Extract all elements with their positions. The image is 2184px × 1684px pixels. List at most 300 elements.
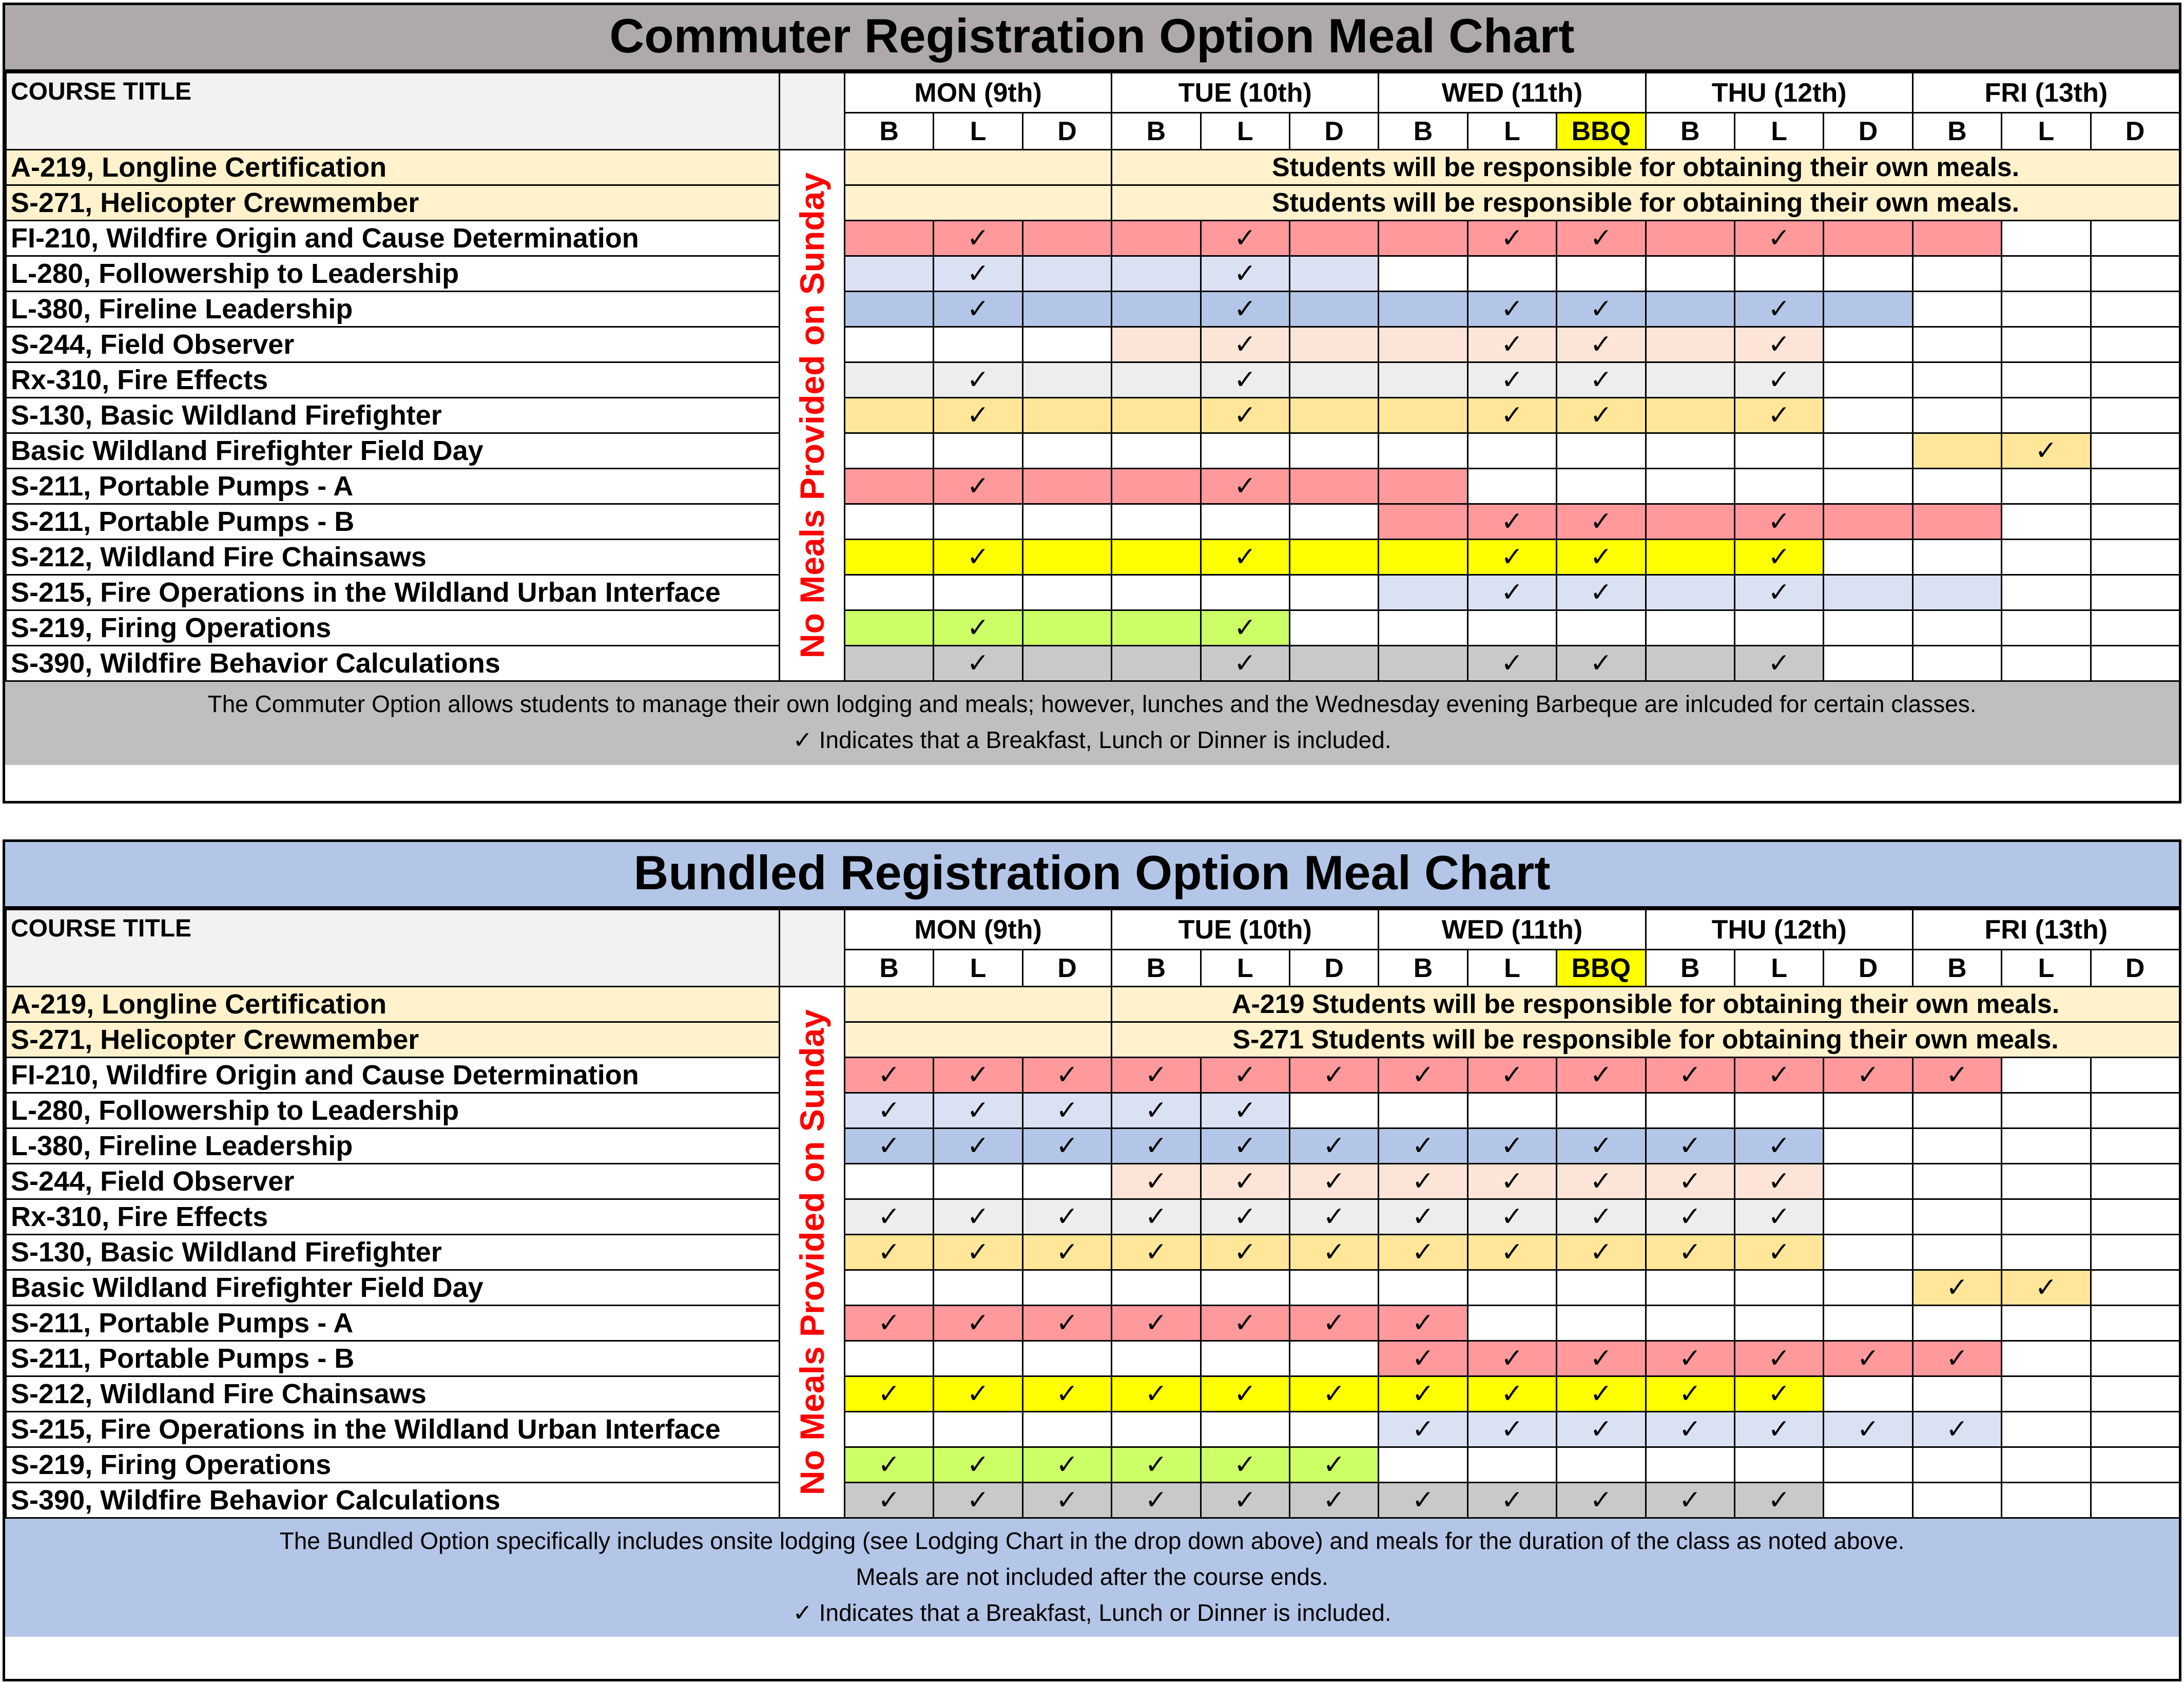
meal-included-check: ✓ [1824,1341,1912,1376]
meal-cell [934,1164,1022,1199]
meal-included-check: ✓ [1201,469,1289,504]
course-row [6,1093,2180,1128]
meal-included-check: ✓ [1112,1164,1201,1199]
meal-cell [1734,1270,1823,1306]
meal-included-check: ✓ [1289,1483,1378,1518]
meal-cell [1646,1447,1734,1483]
meal-cell [1112,327,1201,362]
meal-included-check: ✓ [1379,1058,1467,1093]
meal-included-check: ✓ [1112,1128,1201,1164]
meal-cell [1112,292,1201,327]
footer-line: ✓ Indicates that a Breakfast, Lunch or Dinner is included. [793,726,1391,753]
meal-cell [1289,1270,1378,1306]
meal-cell [1824,1164,1912,1199]
course-name: S-211, Portable Pumps - A [6,1306,780,1341]
meal-cell [1646,1270,1734,1306]
meal-included-check: ✓ [1467,1199,1556,1235]
meal-included-check: ✓ [1467,646,1556,681]
sunday-note-text: No Meals Provided on Sunday [793,172,831,659]
meal-included-check: ✓ [1289,1199,1378,1235]
meal-header: D [2091,113,2179,150]
meal-cell [845,256,934,292]
meal-cell [2002,1412,2091,1447]
meal-cell [1912,327,2001,362]
meal-included-check: ✓ [1022,1058,1111,1093]
meal-cell [1912,362,2001,398]
meal-cell [1912,504,2001,540]
course-row [6,1058,2180,1093]
course-title-header: COURSE TITLE [6,910,780,987]
meal-cell [1201,1341,1289,1376]
meal-included-check: ✓ [1734,292,1823,327]
meal-cell [1022,292,1111,327]
note-row [6,150,2180,185]
course-row [6,575,2180,610]
meal-included-check: ✓ [1467,1058,1556,1093]
meal-cell [1289,398,1378,433]
course-row [6,1306,2180,1341]
meal-header: L [1467,113,1556,150]
meal-cell [1734,1306,1823,1341]
course-row [6,327,2180,362]
meal-cell [1646,1093,1734,1128]
meal-header: L [1734,950,1823,987]
meal-cell [845,1164,934,1199]
meal-cell [2091,362,2179,398]
meal-included-check: ✓ [1557,398,1646,433]
meal-cell [845,221,934,256]
meal-header: L [2002,113,2091,150]
meal-header: D [1289,950,1378,987]
meal-cell [1379,221,1467,256]
course-row [6,1412,2180,1447]
note-row [6,987,2180,1022]
meal-included-check: ✓ [1201,610,1289,646]
meal-cell [2091,1164,2179,1199]
footer-line: Meals are not included after the course ends. [856,1563,1328,1590]
meal-included-check: ✓ [845,1376,934,1412]
meal-cell [1289,610,1378,646]
meal-cell [1289,504,1378,540]
meal-cell [1467,1447,1556,1483]
meal-included-check: ✓ [1646,1483,1734,1518]
meal-included-check: ✓ [1912,1412,2001,1447]
meal-cell [1467,1270,1556,1306]
meal-cell [1022,433,1111,469]
meal-cell [1734,610,1823,646]
meal-cell [2002,327,2091,362]
meal-included-check: ✓ [1734,1412,1823,1447]
meal-cell [1824,292,1912,327]
meal-cell [1379,398,1467,433]
meal-included-check: ✓ [1734,327,1823,362]
meal-cell [2002,1164,2091,1199]
meal-cell [1824,256,1912,292]
meal-included-check: ✓ [845,1128,934,1164]
meal-included-check: ✓ [1379,1376,1467,1412]
meal-cell [1112,1412,1201,1447]
meal-cell [934,1412,1022,1447]
monday-note-cell [845,150,1112,185]
meal-cell [1646,433,1734,469]
meal-cell [1289,1093,1378,1128]
meal-included-check: ✓ [845,1447,934,1483]
meal-cell [1022,1412,1111,1447]
meal-cell [1289,646,1378,681]
meal-cell [2002,1058,2091,1093]
meal-header: B [845,950,934,987]
meal-included-check: ✓ [1734,1483,1823,1518]
meal-included-check: ✓ [1022,1235,1111,1270]
meal-included-check: ✓ [1557,1128,1646,1164]
meal-cell [1379,256,1467,292]
meal-cell [1912,292,2001,327]
meal-included-check: ✓ [1289,1306,1378,1341]
course-name: S-212, Wildland Fire Chainsaws [6,540,780,575]
meal-included-check: ✓ [1022,1199,1111,1235]
meal-cell [1646,362,1734,398]
meal-cell [1022,221,1111,256]
meal-cell [1557,1447,1646,1483]
meal-included-check: ✓ [1646,1164,1734,1199]
meal-cell [1646,221,1734,256]
meal-header: B [1912,113,2001,150]
meal-included-check: ✓ [1201,1093,1289,1128]
meal-included-check: ✓ [934,292,1022,327]
meal-cell [2002,362,2091,398]
meal-cell [1379,504,1467,540]
meal-included-check: ✓ [1912,1341,2001,1376]
meal-included-check: ✓ [1201,1199,1289,1235]
meal-included-check: ✓ [1646,1235,1734,1270]
meal-cell [1022,1164,1111,1199]
meal-included-check: ✓ [1734,1199,1823,1235]
course-row [6,1199,2180,1235]
meal-cell [1912,540,2001,575]
course-row [6,1164,2180,1199]
meal-cell [2091,433,2179,469]
meal-included-check: ✓ [2002,1270,2091,1306]
meal-cell [1912,469,2001,504]
meal-header: B [1379,950,1467,987]
meal-cell [1112,504,1201,540]
course-name: S-215, Fire Operations in the Wildland Urban Interface [6,575,780,610]
meal-cell [2002,221,2091,256]
meal-included-check: ✓ [1734,1164,1823,1199]
meal-cell [1557,469,1646,504]
meal-cell [1289,1341,1378,1376]
footer-line: ✓ Indicates that a Breakfast, Lunch or Dinner is included. [793,1599,1391,1626]
day-header: THU (12th) [1646,910,1912,950]
course-name: S-211, Portable Pumps - A [6,469,780,504]
meal-included-check: ✓ [1201,292,1289,327]
course-row [6,504,2180,540]
meal-included-check: ✓ [1467,221,1556,256]
meal-included-check: ✓ [1734,504,1823,540]
meal-cell [1201,504,1289,540]
meal-cell [1022,610,1111,646]
meal-included-check: ✓ [1289,1376,1378,1412]
meal-cell [1112,646,1201,681]
meal-cell [1467,1306,1556,1341]
meal-cell [1379,292,1467,327]
meal-cell [1112,575,1201,610]
meal-included-check: ✓ [1201,256,1289,292]
meal-cell [2091,1341,2179,1376]
meal-included-check: ✓ [1557,292,1646,327]
meal-included-check: ✓ [1022,1447,1111,1483]
meal-cell [1824,504,1912,540]
meal-included-check: ✓ [845,1306,934,1341]
meal-cell [2091,1058,2179,1093]
meal-cell [2002,469,2091,504]
meal-included-check: ✓ [934,256,1022,292]
course-row [6,1128,2180,1164]
course-name: S-219, Firing Operations [6,610,780,646]
meal-cell [2002,646,2091,681]
meal-cell [1557,1270,1646,1306]
course-name: A-219, Longline Certification [6,150,780,185]
meal-included-check: ✓ [1646,1412,1734,1447]
meal-cell [1022,469,1111,504]
meal-header: B [1112,950,1201,987]
meal-header: B [1112,113,1201,150]
course-name: S-212, Wildland Fire Chainsaws [6,1376,780,1412]
meal-included-check: ✓ [934,362,1022,398]
meal-included-check: ✓ [845,1235,934,1270]
meal-cell [845,1270,934,1306]
footer-line: The Commuter Option allows students to manage their own lodging and meals; however, lunches and the Wednesday evening Barbeque are inlcuded for certain classes. [207,691,1977,717]
meal-included-check: ✓ [1734,1058,1823,1093]
meal-cell [1912,1447,2001,1483]
course-name: L-280, Followership to Leadership [6,1093,780,1128]
meal-cell [1289,1412,1378,1447]
meal-cell [1467,433,1556,469]
meal-cell [1824,469,1912,504]
meal-included-check: ✓ [1201,327,1289,362]
meal-cell [1022,327,1111,362]
meal-cell [2091,398,2179,433]
meal-included-check: ✓ [934,646,1022,681]
meal-cell [1022,1341,1111,1376]
meal-included-check: ✓ [1734,362,1823,398]
meal-header: B [1646,950,1734,987]
meal-included-check: ✓ [934,1058,1022,1093]
meal-cell [2002,540,2091,575]
meal-cell [1557,610,1646,646]
meal-included-check: ✓ [1022,1376,1111,1412]
meal-cell [1379,646,1467,681]
meal-cell [1112,1270,1201,1306]
meal-cell [1646,504,1734,540]
course-name: S-271, Helicopter Crewmember [6,185,780,221]
meal-cell [1824,1128,1912,1164]
meal-cell [1289,256,1378,292]
meal-included-check: ✓ [2002,433,2091,469]
meal-cell [1912,1376,2001,1412]
meal-included-check: ✓ [1022,1483,1111,1518]
meal-cell [1912,1093,2001,1128]
course-row [6,221,2180,256]
meal-included-check: ✓ [1824,1412,1912,1447]
meal-cell [845,610,934,646]
meal-cell [845,362,934,398]
meal-cell [1824,433,1912,469]
day-header: TUE (10th) [1112,910,1379,950]
course-row [6,362,2180,398]
meal-included-check: ✓ [1824,1058,1912,1093]
blank-header-cell [780,73,845,150]
meal-included-check: ✓ [1734,575,1823,610]
meal-cell [2091,575,2179,610]
meal-cell [1379,1447,1467,1483]
meal-included-check: ✓ [934,610,1022,646]
course-name: S-211, Portable Pumps - B [6,504,780,540]
meal-included-check: ✓ [1112,1376,1201,1412]
meal-cell [1646,575,1734,610]
meal-table [5,72,2180,682]
meal-cell [2091,1447,2179,1483]
course-name: S-215, Fire Operations in the Wildland Urban Interface [6,1412,780,1447]
meal-cell [1824,221,1912,256]
meal-included-check: ✓ [1734,540,1823,575]
meal-header: L [1201,113,1289,150]
meal-cell [845,398,934,433]
meal-cell [845,646,934,681]
meal-cell [1824,327,1912,362]
meal-cell [2091,1306,2179,1341]
sunday-note [780,987,845,1518]
course-row [6,398,2180,433]
meal-cell [1734,1093,1823,1128]
meal-table [5,909,2180,1519]
meal-included-check: ✓ [845,1058,934,1093]
meal-included-check: ✓ [934,1235,1022,1270]
meal-included-check: ✓ [1379,1341,1467,1376]
course-row [6,292,2180,327]
meal-included-check: ✓ [1112,1306,1201,1341]
meal-header: L [2002,950,2091,987]
meal-cell [1022,398,1111,433]
note-row [6,185,2180,221]
meal-header: D [1824,950,1912,987]
meal-included-check: ✓ [934,1306,1022,1341]
course-row [6,1270,2180,1306]
meal-cell [1022,540,1111,575]
meal-cell [1022,575,1111,610]
meal-header: L [1201,950,1289,987]
course-name: S-244, Field Observer [6,1164,780,1199]
meal-cell [2002,292,2091,327]
meal-cell [845,575,934,610]
meal-cell [1289,221,1378,256]
meal-cell [1824,575,1912,610]
meal-included-check: ✓ [1557,1483,1646,1518]
meal-cell [1912,1199,2001,1235]
meal-cell [1289,292,1378,327]
meal-cell [1201,1270,1289,1306]
meal-cell [1467,469,1556,504]
chart-title: Bundled Registration Option Meal Chart [5,842,2179,909]
meal-cell [1379,575,1467,610]
meal-included-check: ✓ [1379,1235,1467,1270]
meal-header: L [934,113,1022,150]
monday-note-cell [845,1022,1112,1058]
course-row [6,610,2180,646]
meal-included-check: ✓ [1557,1412,1646,1447]
meal-cell [2091,1128,2179,1164]
meal-included-check: ✓ [1289,1447,1378,1483]
meal-cell [845,433,934,469]
meal-cell [1824,1376,1912,1412]
meal-included-check: ✓ [1557,575,1646,610]
meal-cell [2091,1483,2179,1518]
meal-cell [1112,610,1201,646]
meal-included-check: ✓ [1734,1235,1823,1270]
meal-cell [1289,327,1378,362]
meal-cell [934,575,1022,610]
meal-included-check: ✓ [1201,646,1289,681]
meal-cell [2002,398,2091,433]
monday-note-cell [845,987,1112,1022]
meal-cell [2091,1199,2179,1235]
meal-cell [2002,1093,2091,1128]
bundled-meal-chart [3,839,2181,1681]
meal-included-check: ✓ [1467,504,1556,540]
meal-cell [1467,256,1556,292]
meal-cell [1824,1306,1912,1341]
meal-cell [1112,221,1201,256]
meal-included-check: ✓ [934,1128,1022,1164]
meal-cell [1379,540,1467,575]
day-header: THU (12th) [1646,73,1912,113]
course-name: L-380, Fireline Leadership [6,292,780,327]
meal-cell [1734,1447,1823,1483]
meal-included-check: ✓ [1112,1483,1201,1518]
meal-cell [1112,398,1201,433]
course-name: Basic Wildland Firefighter Field Day [6,433,780,469]
meal-cell [1646,610,1734,646]
meal-cell [1912,646,2001,681]
day-header: FRI (13th) [1912,910,2179,950]
meal-included-check: ✓ [1557,1341,1646,1376]
meal-cell [1912,610,2001,646]
meal-included-check: ✓ [1201,1128,1289,1164]
meal-cell [1112,1341,1201,1376]
meal-included-check: ✓ [1646,1199,1734,1235]
meal-cell [1912,575,2001,610]
meal-cell [934,1341,1022,1376]
meal-cell [2002,1341,2091,1376]
meal-header: D [1289,113,1378,150]
meal-cell [2091,221,2179,256]
meal-header: D [1022,950,1111,987]
meal-cell [1112,362,1201,398]
meal-header: B [1379,113,1467,150]
course-row [6,1447,2180,1483]
meal-cell [2002,610,2091,646]
sunday-note [780,150,845,681]
meal-included-check: ✓ [1022,1128,1111,1164]
meal-cell [1112,256,1201,292]
meal-cell [1022,362,1111,398]
note-row [6,1022,2180,1058]
meal-cell [2002,1199,2091,1235]
course-name: Basic Wildland Firefighter Field Day [6,1270,780,1306]
meal-cell [2091,469,2179,504]
meal-cell [1112,540,1201,575]
meal-cell [1824,1270,1912,1306]
